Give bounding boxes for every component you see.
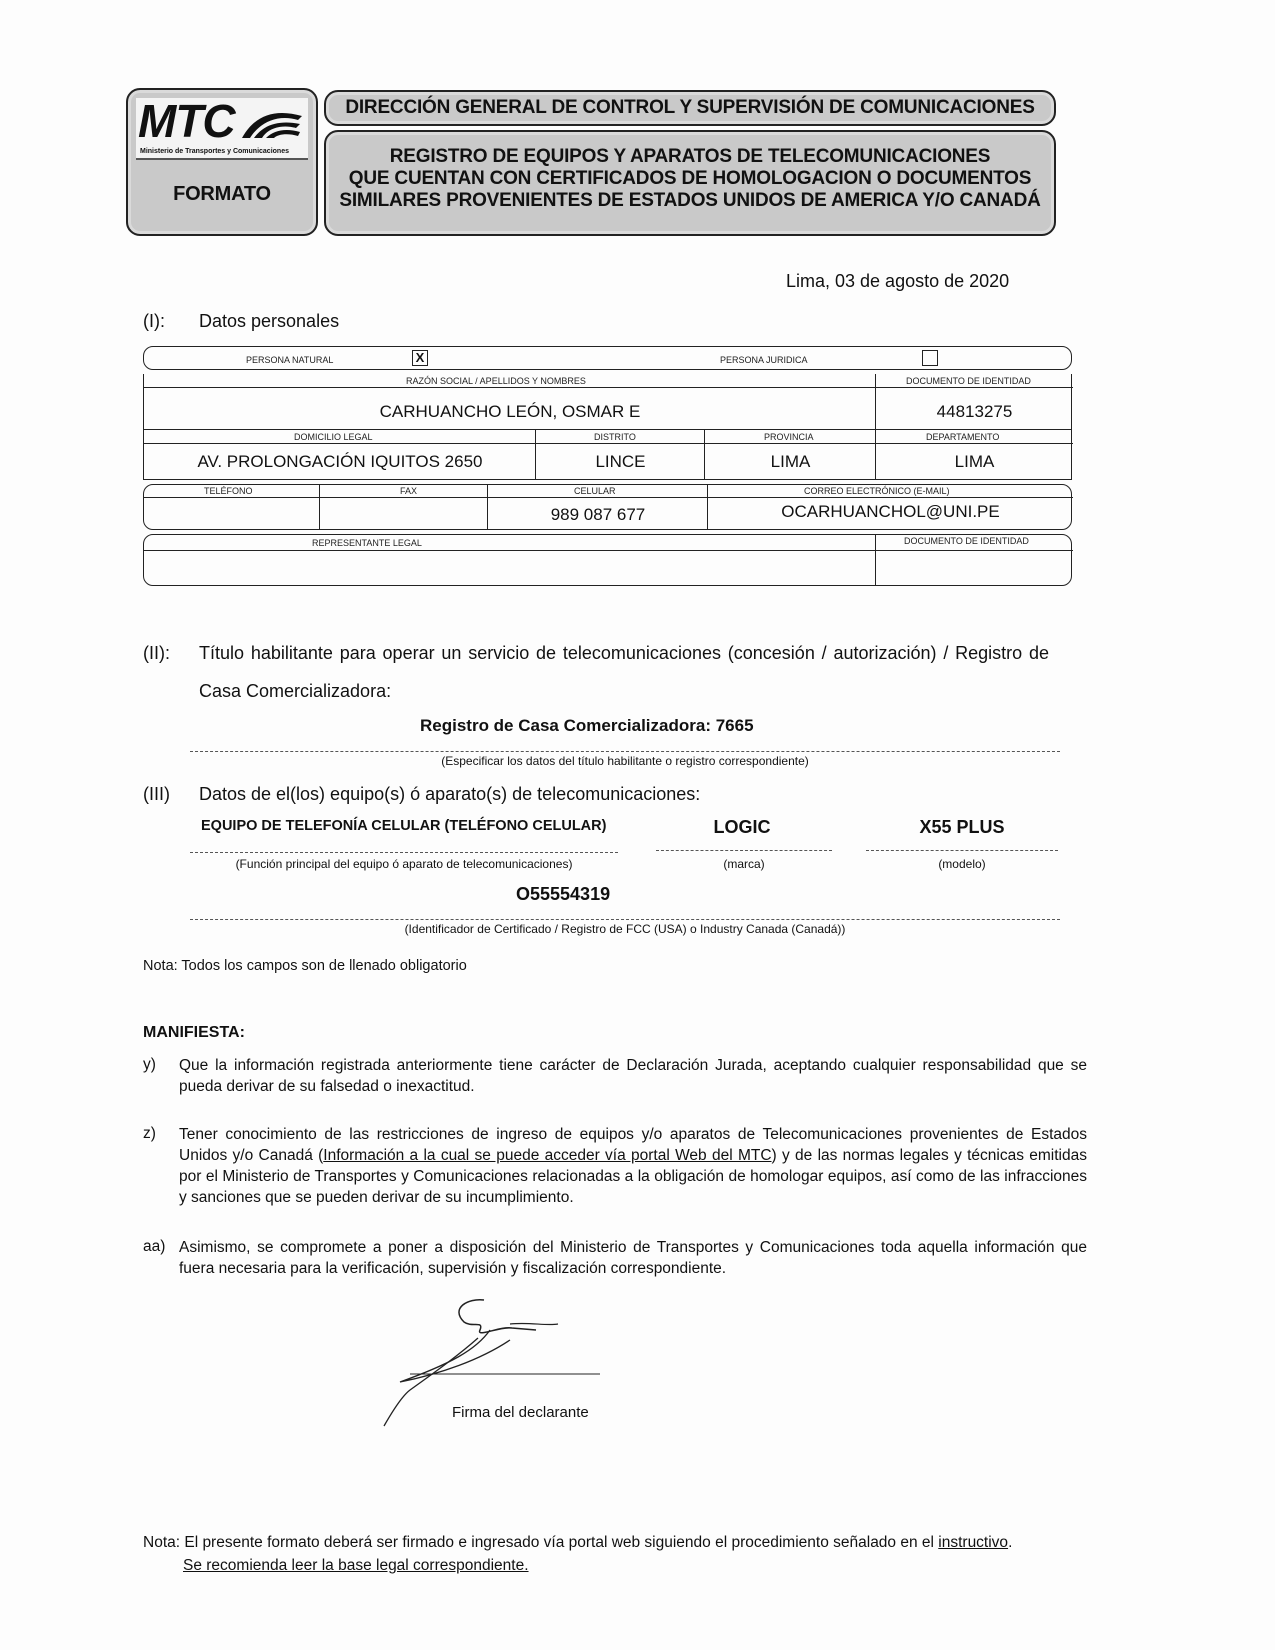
contacto-row: [143, 484, 1072, 530]
title-banner: [324, 130, 1056, 236]
certificado-value: O55554319: [516, 884, 611, 904]
fax-label: FAX: [400, 486, 418, 496]
date-line: Lima, 03 de agosto de 2020: [786, 271, 1010, 291]
mtc-portal-link[interactable]: Información a la cual se puede acceder vía portal Web del MTC: [323, 1147, 772, 1164]
marca-caption: (marca): [723, 857, 765, 871]
logo-block: [126, 88, 318, 236]
logo-wing-icon: [240, 106, 304, 140]
section1-title: Datos personales: [199, 311, 340, 331]
departamento-value: LIMA: [954, 452, 995, 471]
correo-label: CORREO ELECTRÓNICO (E-MAIL): [804, 486, 950, 496]
item-y-text: Que la información registrada anteriormente tiene carácter de Declaración Jurada, aceptando cualquier responsabilidad que se pueda derivar de su falsedad o inexactitud.: [179, 1057, 1087, 1095]
persona-natural-checkbox[interactable]: X: [412, 350, 428, 366]
documento-label: DOCUMENTO DE IDENTIDAD: [906, 376, 1031, 386]
persona-juridica-label: PERSONA JURIDICA: [720, 355, 808, 365]
correo-value: OCARHUANCHOL@UNI.PE: [781, 502, 1000, 521]
persona-juridica-checkbox[interactable]: [922, 350, 938, 366]
section2-value: Registro de Casa Comercializadora: 7665: [420, 716, 754, 735]
item-z-text: Tener conocimiento de las restricciones de ingreso de equipos y/o aparatos de Telecomunicaciones provenientes de Estados Unidos y/o Canadá (Información a la cual se puede acceder vía portal Web del MTC) y de las normas legales y técnicas emitidas por el Ministerio de Transportes y Comunicaciones relacionadas a la obligación de homologar equipos, así como de las infracciones y sanciones que se pueden derivar de su incumplimiento.: [179, 1126, 1087, 1206]
title-line-3: SIMILARES PROVENIENTES DE ESTADOS UNIDOS DE AMERICA Y/O CANADÁ: [339, 190, 1041, 211]
direccion-banner: [324, 90, 1056, 126]
representante-label: REPRESENTANTE LEGAL: [312, 538, 422, 548]
distrito-value: LINCE: [595, 452, 646, 471]
formato-label: FORMATO: [173, 183, 271, 205]
provincia-label: PROVINCIA: [764, 432, 814, 442]
logo-subtitle: Ministerio de Transportes y Comunicaciones: [140, 148, 289, 155]
telefono-label: TELÉFONO: [204, 486, 253, 496]
section1-num: (I):: [143, 311, 165, 331]
base-legal-link[interactable]: Se recomienda leer la base legal correspondiente.: [183, 1557, 529, 1574]
documento-value: 44813275: [936, 402, 1013, 421]
section2-text-2: Casa Comercializadora:: [199, 681, 392, 701]
provincia-value: LIMA: [770, 452, 811, 471]
domicilio-value: AV. PROLONGACIÓN IQUITOS 2650: [197, 452, 483, 471]
title-line-2: QUE CUENTAN CON CERTIFICADOS DE HOMOLOGACION O DOCUMENTOS: [348, 168, 1032, 189]
item-z-label: z): [143, 1125, 156, 1142]
mtc-logo: [136, 95, 308, 160]
instructivo-link[interactable]: instructivo: [938, 1534, 1009, 1551]
section3-num: (III): [143, 784, 170, 804]
item-aa-text: Asimismo, se compromete a poner a disposición del Ministerio de Transportes y Comunicaciones toda aquella información que fuera necesaria para la verificación, supervisión y fiscalización correspondiente.: [179, 1239, 1087, 1277]
item-aa-label: aa): [143, 1238, 166, 1255]
section2-text-1: Título habilitante para operar un servicio de telecomunicaciones (concesión / autorización) / Registro de: [199, 643, 1049, 663]
direccion-title: DIRECCIÓN GENERAL DE CONTROL Y SUPERVISIÓN DE COMUNICACIONES: [345, 97, 1035, 118]
logo-text: MTC: [138, 95, 235, 147]
celular-label: CELULAR: [574, 486, 616, 496]
razon-social-row: [143, 374, 1072, 430]
section2-num: (II):: [143, 643, 170, 663]
persona-natural-label: PERSONA NATURAL: [246, 355, 334, 365]
domicilio-row: [143, 430, 1072, 480]
persona-type-row: [143, 346, 1072, 370]
item-y-label: y): [143, 1056, 156, 1073]
modelo-caption: (modelo): [938, 857, 986, 871]
marca-value: LOGIC: [713, 817, 771, 837]
certificado-caption: (Identificador de Certificado / Registro de FCC (USA) o Industry Canada (Canadá)): [404, 922, 846, 936]
domicilio-label: DOMICILIO LEGAL: [294, 432, 373, 442]
section2-caption: (Especificar los datos del título habilitante o registro correspondiente): [441, 754, 809, 768]
section3-title: Datos de el(los) equipo(s) ó aparato(s) de telecomunicaciones:: [199, 784, 701, 804]
rep-documento-label: DOCUMENTO DE IDENTIDAD: [904, 536, 1029, 546]
distrito-label: DISTRITO: [594, 432, 636, 442]
firma-label: Firma del declarante: [452, 1404, 589, 1421]
nota-obligatorio: Nota: Todos los campos son de llenado obligatorio: [143, 958, 467, 974]
footer-nota: Nota: El presente formato deberá ser firmado e ingresado vía portal web siguiendo el procedimiento señalado en el instructivo.: [143, 1534, 1013, 1551]
funcion-value: EQUIPO DE TELEFONÍA CELULAR (TELÉFONO CELULAR): [201, 818, 607, 834]
razon-social-label: RAZÓN SOCIAL / APELLIDOS Y NOMBRES: [406, 376, 586, 386]
modelo-value: X55 PLUS: [919, 817, 1005, 837]
funcion-caption: (Función principal del equipo ó aparato de telecomunicaciones): [235, 857, 573, 871]
departamento-label: DEPARTAMENTO: [926, 432, 1000, 442]
celular-value: 989 087 677: [550, 505, 646, 524]
manifiesta-title: MANIFIESTA:: [143, 1024, 245, 1041]
title-line-1: REGISTRO DE EQUIPOS Y APARATOS DE TELECOMUNICACIONES: [389, 146, 991, 167]
razon-social-value: CARHUANCHO LEÓN, OSMAR E: [379, 402, 641, 421]
representante-row: [143, 534, 1072, 586]
